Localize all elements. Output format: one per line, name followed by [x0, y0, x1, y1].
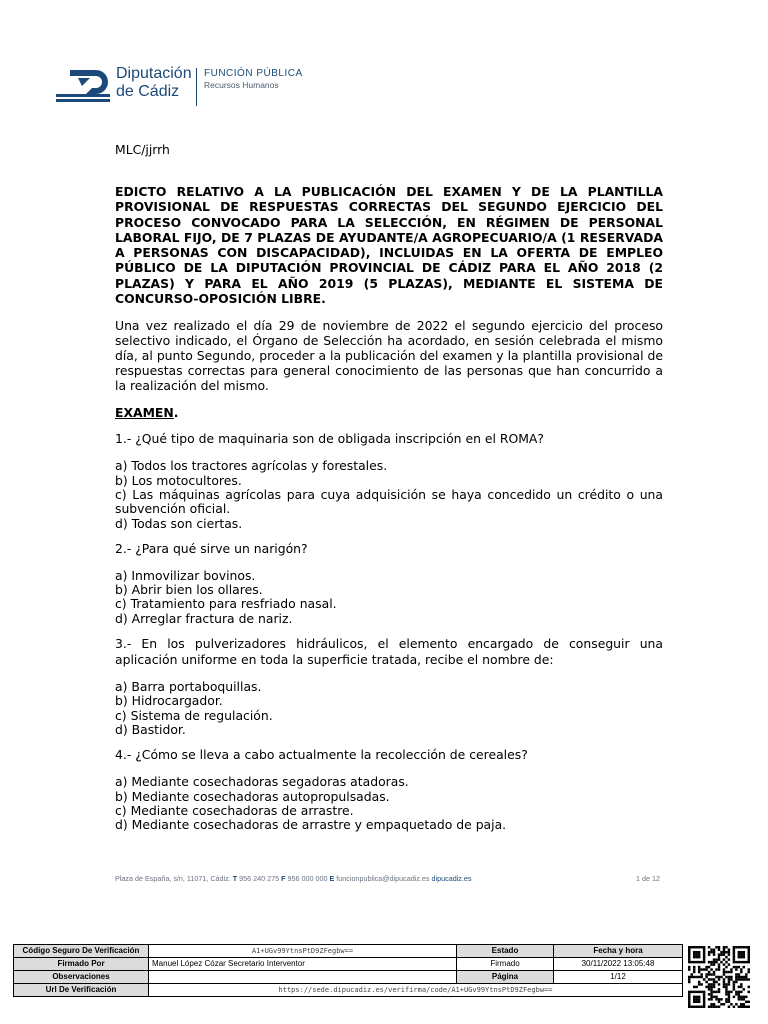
option-item: b) Abrir bien los ollares.	[115, 582, 263, 598]
observations-value	[149, 971, 457, 984]
question-options	[115, 680, 663, 737]
question-options	[115, 569, 663, 626]
signed-by-value: Manuel López Cózar Secretario Interventor	[149, 958, 457, 971]
option-item: a) Inmovilizar bovinos.	[115, 567, 256, 583]
option-item: d) Bastidor.	[115, 721, 186, 737]
question-text: 2.- ¿Para qué sirve un narigón?	[115, 540, 308, 556]
table-row	[14, 971, 683, 984]
question-text: 4.- ¿Cómo se lleva a cabo actualmente la recolección de cereales?	[115, 747, 528, 763]
question-block	[115, 636, 663, 737]
section-heading-suffix: .	[173, 405, 179, 421]
department-line1: FUNCIÓN PÚBLICA	[204, 68, 303, 79]
option-item: a) Mediante cosechadoras segadoras atadoras.	[115, 774, 409, 790]
intro-paragraph: Una vez realizado el día 29 de noviembre de 2022 el segundo ejercicio del proceso selectivo indicado, el Órgano de Selección ha acordado, en sesión celebrada el mismo día, al punto Segundo, proceder a la publicación del examen y la plantilla provisional de respuestas correctas para general conocimiento de las personas que han concurrido a la realización del mismo.	[115, 318, 663, 394]
question-block	[115, 541, 663, 626]
table-row	[14, 945, 683, 958]
option-item: a) Todos los tractores agrícolas y forestales.	[115, 458, 388, 474]
footer-email-key: E	[329, 874, 335, 883]
question-options	[115, 775, 663, 832]
option-item: d) Todas son ciertas.	[115, 515, 243, 531]
option-item: b) Mediante cosechadoras autopropulsadas.	[115, 788, 390, 804]
csv-value: A1+UGv99YtnsPtD9ZFegbw==	[149, 945, 457, 958]
option-item: a) Barra portaboquillas.	[115, 679, 262, 695]
option-item: c) Las máquinas agrícolas para cuya adquisición se haya concedido un crédito o una subvención oficial.	[115, 486, 663, 517]
question-options	[115, 459, 663, 530]
question-block	[115, 431, 663, 530]
document-reference: MLC/jjrrh	[115, 142, 170, 157]
department-name	[204, 67, 303, 91]
logo-divider	[196, 68, 197, 106]
option-item: b) Hidrocargador.	[115, 693, 223, 709]
question-text: 1.- ¿Qué tipo de maquinaria son de obligada inscripción en el ROMA?	[115, 431, 544, 447]
url-label: Url De Verificación	[14, 984, 149, 997]
option-item: b) Los motocultores.	[115, 472, 242, 488]
section-heading-text: EXAMEN	[115, 405, 174, 421]
org-name-line2: de Cádiz	[116, 83, 180, 100]
footer-fax-key: F	[281, 874, 286, 883]
observations-label: Observaciones	[14, 971, 149, 984]
qr-code-icon	[688, 946, 750, 1008]
option-item: c) Mediante cosechadoras de arrastre.	[115, 802, 354, 818]
footer-address: Plaza de España, s/n, 11071, Cádiz.	[115, 874, 231, 883]
signed-by-label: Firmado Por	[14, 958, 149, 971]
date-value: 30/11/2022 13:05:48	[554, 958, 683, 971]
question-block	[115, 747, 663, 832]
page-footer	[115, 874, 660, 883]
option-item: d) Mediante cosechadoras de arrastre y empaquetado de paja.	[115, 817, 507, 833]
footer-page-number: 1 de 12	[636, 874, 660, 883]
page-label: Página	[457, 971, 554, 984]
diputacion-emblem-icon	[56, 68, 110, 102]
footer-fax: 956 000 000	[287, 874, 328, 883]
option-item: d) Arreglar fractura de nariz.	[115, 610, 293, 626]
verification-url-link[interactable]: https://sede.dipucadiz.es/verifirma/code/A1+UGv99YtnsPtD9ZFegbw==	[149, 984, 683, 997]
footer-website-link[interactable]: dipucadiz.es	[431, 874, 472, 883]
org-name-line1: Diputación	[116, 65, 192, 82]
csv-label: Código Seguro De Verificación	[14, 945, 149, 958]
state-value: Firmado	[457, 958, 554, 971]
footer-tel: 956 240 275	[239, 874, 280, 883]
state-header: Estado	[457, 945, 554, 958]
footer-email[interactable]: funcionpublica@dipucadiz.es	[336, 874, 430, 883]
table-row	[14, 958, 683, 971]
department-line2: Recursos Humanos	[204, 80, 279, 90]
table-row	[14, 984, 683, 997]
date-header: Fecha y hora	[554, 945, 683, 958]
page-value: 1/12	[554, 971, 683, 984]
question-text: 3.- En los pulverizadores hidráulicos, el elemento encargado de conseguir una aplicación uniforme en toda la superficie tratada, recibe el nombre de:	[115, 636, 663, 668]
section-heading	[115, 405, 663, 421]
signature-table	[13, 944, 683, 997]
document-body	[115, 142, 663, 832]
option-item: c) Sistema de regulación.	[115, 707, 273, 723]
footer-tel-key: T	[232, 874, 238, 883]
document-title: EDICTO RELATIVO A LA PUBLICACIÓN DEL EXAMEN Y DE LA PLANTILLA PROVISIONAL DE RESPUESTAS CORRECTAS DEL SEGUNDO EJERCICIO DEL PROCESO CONVOCADO PARA LA SELECCIÓN, EN RÉGIMEN DE PERSONAL LABORAL FIJO, DE 7 PLAZAS DE AYUDANTE/A AGROPECUARIO/A (1 RESERVADA A PERSONAS CON DISCAPACIDAD), INCLUIDAS EN LA OFERTA DE EMPLEO PÚBLICO DE LA DIPUTACIÓN PROVINCIAL DE CÁDIZ PARA EL AÑO 2018 (2 PLAZAS) Y PARA EL AÑO 2019 (5 PLAZAS), MEDIANTE EL SISTEMA DE CONCURSO-OPOSICIÓN LIBRE.	[115, 184, 663, 307]
option-item: c) Tratamiento para resfriado nasal.	[115, 596, 337, 612]
